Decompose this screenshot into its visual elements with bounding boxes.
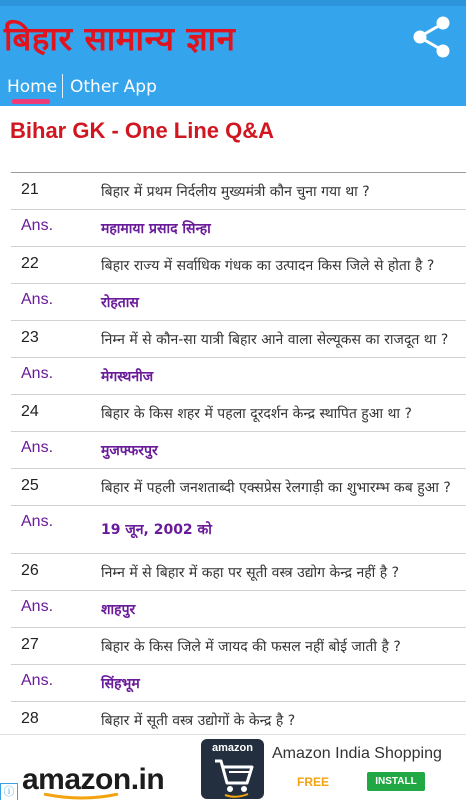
active-tab-indicator — [12, 99, 50, 104]
question-number: 24 — [21, 403, 39, 420]
answer-label: Ans. — [21, 513, 54, 530]
answer-label: Ans. — [21, 291, 54, 308]
tab-divider — [62, 74, 63, 98]
answer-text: 19 जून, 2002 को — [101, 522, 212, 538]
answer-label: Ans. — [21, 365, 54, 382]
question-number: 23 — [21, 329, 39, 346]
question-text: बिहार में पहली जनशताब्दी एक्सप्रेस रेलगाड़ी का शुभारम्भ कब हुआ ? — [101, 480, 451, 496]
install-button[interactable]: INSTALL — [367, 772, 425, 791]
app-bar — [0, 0, 466, 106]
question-row — [11, 247, 466, 284]
question-number: 26 — [21, 562, 39, 579]
ad-app-name: Amazon India Shopping — [272, 745, 442, 762]
question-text: निम्न में से कौन-सा यात्री बिहार आने वाला सेल्यूकस का राजदूत था ? — [101, 332, 449, 348]
shopping-cart-icon — [201, 739, 264, 799]
amazon-app-icon-label: amazon — [212, 742, 253, 754]
answer-label: Ans. — [21, 439, 54, 456]
share-button[interactable] — [406, 12, 458, 64]
amazon-logo: amazon.in — [22, 763, 165, 796]
question-number: 21 — [21, 181, 39, 198]
tab-bar — [0, 68, 466, 106]
answer-text: मेगस्थनीज — [101, 369, 154, 385]
answer-text: महामाया प्रसाद सिन्हा — [101, 221, 211, 237]
question-number: 25 — [21, 477, 39, 494]
answer-text: रोहतास — [101, 295, 139, 311]
answer-row — [11, 432, 466, 469]
question-text: निम्न में से बिहार में कहा पर सूती वस्त्र उद्योग केन्द्र नहीं है ? — [101, 565, 400, 581]
answer-row — [11, 358, 466, 395]
question-row — [11, 628, 466, 665]
question-row — [11, 321, 466, 358]
answer-label: Ans. — [21, 672, 54, 689]
app-title: बिहार सामान्य ज्ञान — [4, 19, 236, 58]
question-text: बिहार राज्य में सर्वाधिक गंधक का उत्पादन किस जिले से होता है ? — [101, 258, 435, 274]
question-row — [11, 554, 466, 591]
answer-text: शाहपुर — [101, 602, 136, 618]
question-text: बिहार में प्रथम निर्दलीय मुख्यमंत्री कौन चुना गया था ? — [101, 184, 370, 200]
question-number: 22 — [21, 255, 39, 272]
question-text: बिहार के किस शहर में पहला दूरदर्शन केन्द्र स्थापित हुआ था ? — [101, 406, 412, 422]
tab-other-app[interactable]: Other App — [70, 77, 157, 97]
ad-banner[interactable] — [0, 734, 466, 800]
question-row — [11, 173, 466, 210]
tab-home[interactable]: Home — [7, 77, 58, 97]
answer-row — [11, 210, 466, 247]
amazon-app-icon — [201, 739, 264, 799]
page-heading: Bihar GK - One Line Q&A — [10, 118, 275, 143]
question-row — [11, 395, 466, 432]
question-text: बिहार के किस जिले में जायद की फसल नहीं बोई जाती है ? — [101, 639, 401, 655]
question-row — [11, 469, 466, 506]
answer-text: मुजफ्फरपुर — [101, 443, 158, 459]
answer-row — [11, 665, 466, 702]
ad-price: FREE — [297, 775, 330, 789]
question-number: 28 — [21, 710, 39, 727]
answer-row — [11, 506, 466, 554]
answer-text: सिंहभूम — [101, 676, 140, 692]
answer-row — [11, 284, 466, 321]
ad-choices-icon[interactable]: ⓘ — [0, 783, 18, 800]
share-icon — [406, 12, 458, 64]
amazon-smile-icon — [42, 793, 122, 800]
answer-label: Ans. — [21, 598, 54, 615]
qa-table — [11, 172, 466, 739]
question-number: 27 — [21, 636, 39, 653]
answer-row — [11, 591, 466, 628]
answer-label: Ans. — [21, 217, 54, 234]
question-text: बिहार में सूती वस्त्र उद्योगों के केन्द्र है ? — [101, 713, 296, 729]
status-strip — [0, 0, 466, 6]
